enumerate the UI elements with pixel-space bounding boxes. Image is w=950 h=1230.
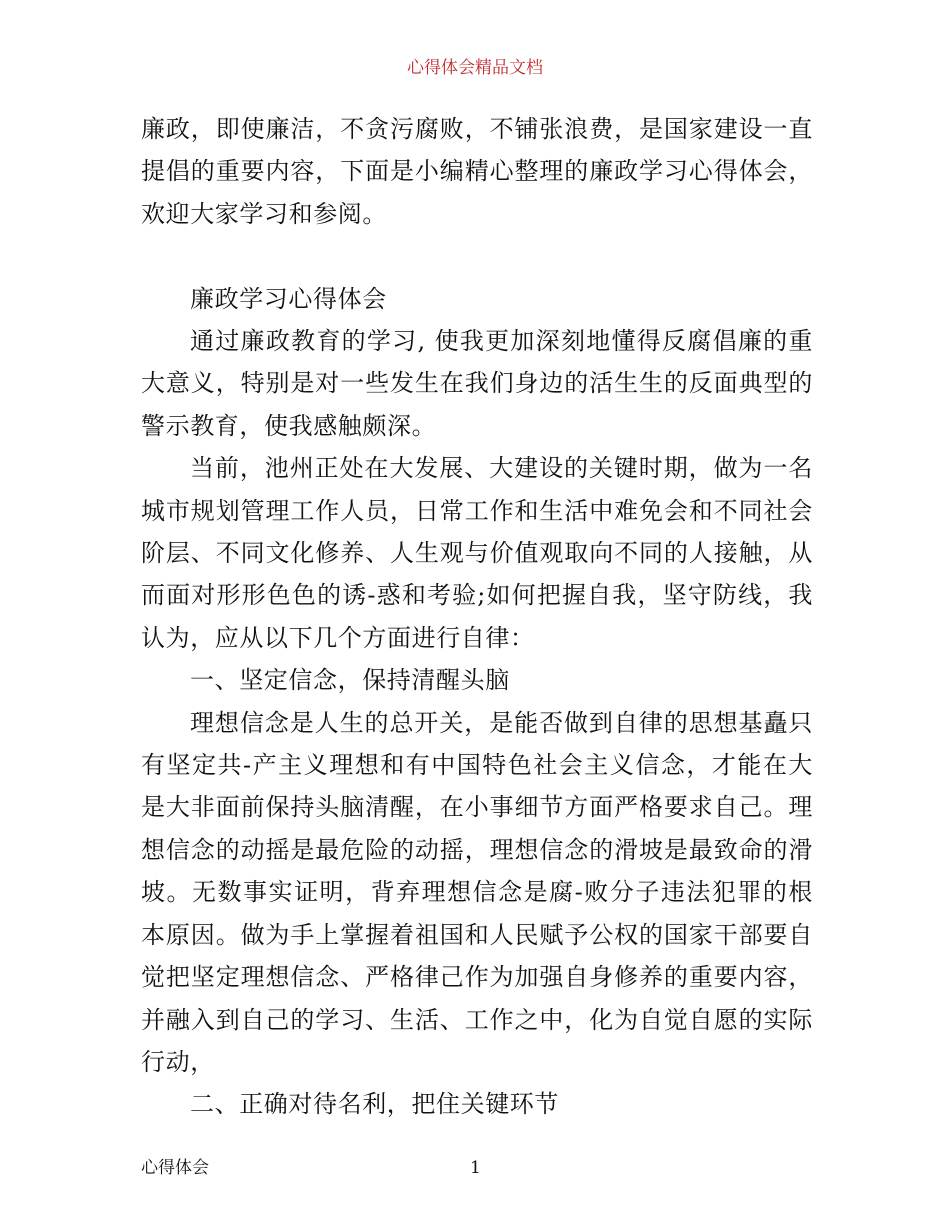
section-heading-2: 二、正确对待名利，把住关键环节 (190, 1090, 559, 1119)
page-footer (141, 1156, 813, 1180)
paragraph-2: 当前，池州正处在大发展、大建设的关键时期，做为一名城市规划管理工作人员，日常工作和生活中难免会和不同社会阶层、不同文化修养、人生观与价值观取向不同的人接触，从而面对形形色色的诱-惑和考验;如何把握自我，坚守防线，我认为，应从以下几个方面进行自律： (141, 454, 813, 652)
paragraph-3: 理想信念是人生的总开关，是能否做到自律的思想基矗只有坚定共-产主义理想和有中国特色社会主义信念，才能在大是大非面前保持头脑清醒，在小事细节方面严格要求自己。理想信念的动摇是最危险的动摇，理想信念的滑坡是最致命的滑坡。无数事实证明，背弃理想信念是腐-败分子违法犯罪的根本原因。做为手上掌握着祖国和人民赋予公权的国家干部要自觉把坚定理想信念、严格律己作为加强自身修养的重要内容，并融入到自己的学习、生活、工作之中，化为自觉自愿的实际行动， (141, 708, 813, 1076)
document-title: 廉政学习心得体会 (190, 284, 387, 313)
footer-label: 心得体会 (141, 1158, 209, 1178)
document-body (141, 108, 813, 1126)
paragraph-1: 通过廉政教育的学习, 使我更加深刻地懂得反腐倡廉的重大意义，特别是对一些发生在我们身边的活生生的反面典型的警示教育，使我感触颇深。 (141, 327, 813, 440)
intro-paragraph: 廉政，即使廉洁，不贪污腐败，不铺张浪费，是国家建设一直提倡的重要内容，下面是小编精心整理的廉政学习心得体会，欢迎大家学习和参阅。 (141, 115, 813, 228)
page-number: 1 (470, 1158, 481, 1178)
page-header: 心得体会精品文档 (407, 58, 543, 78)
section-heading-1: 一、坚定信念，保持清醒头脑 (190, 666, 510, 695)
blank-line (141, 235, 813, 277)
